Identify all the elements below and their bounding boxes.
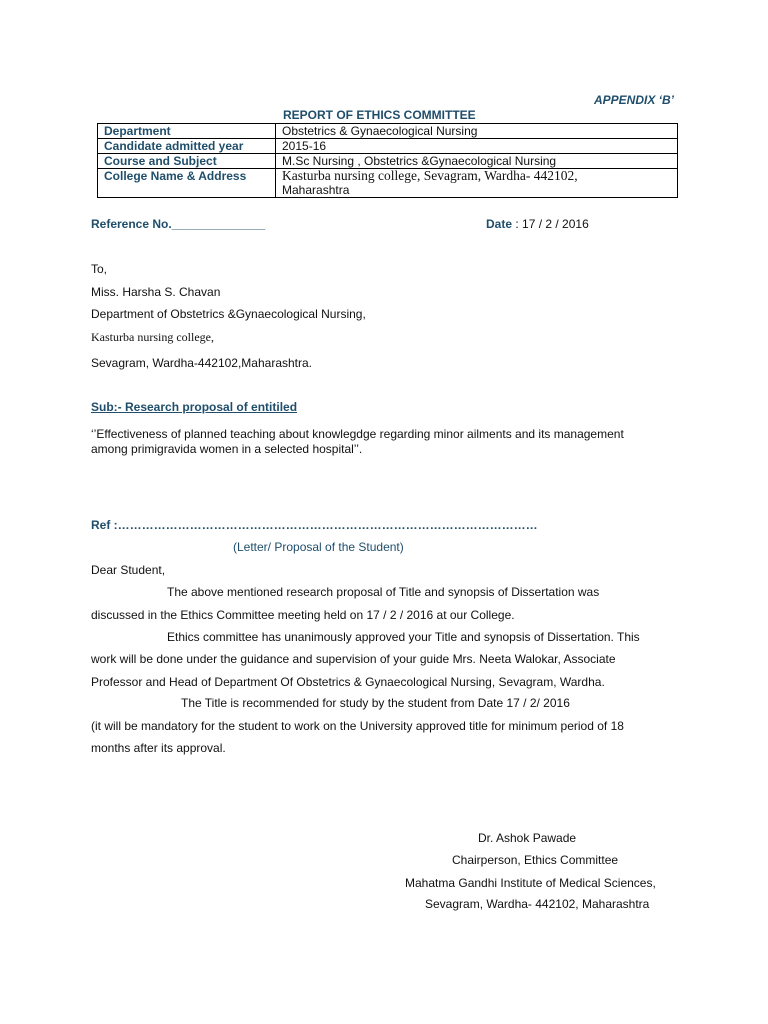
ref-subtitle: (Letter/ Proposal of the Student)	[233, 540, 404, 554]
reference-number: Reference No.______________	[91, 217, 266, 231]
table-value: 2015-16	[276, 139, 678, 154]
date-value: : 17 / 2 / 2016	[512, 217, 589, 231]
table-value: Obstetrics & Gynaecological Nursing	[276, 124, 678, 139]
body-line: The Title is recommended for study by the student from Date 17 / 2/ 2016	[181, 696, 570, 710]
body-line: discussed in the Ethics Committee meeting held on 17 / 2 / 2016 at our College.	[91, 608, 515, 622]
address-to: To,	[91, 262, 108, 276]
greeting: Dear Student,	[91, 563, 166, 577]
table-label: Candidate admitted year	[98, 139, 276, 154]
body-line: Ethics committee has unanimously approved your Title and synopsis of Dissertation. This	[167, 630, 640, 644]
body-line: work will be done under the guidance and supervision of your guide Mrs. Neeta Walokar, Associate	[91, 652, 616, 666]
proposal-title-line: among primigravida women in a selected hospital’’.	[91, 442, 363, 456]
table-value: M.Sc Nursing , Obstetrics &Gynaecological Nursing	[276, 154, 678, 169]
proposal-title-line: ‘’Effectiveness of planned teaching about knowlegdge regarding minor ailments and its management	[91, 427, 624, 441]
signatory-name: Dr. Ashok Pawade	[478, 831, 577, 845]
college-address-line2: Maharashtra	[282, 183, 350, 197]
signatory-institute: Mahatma Gandhi Institute of Medical Sciences,	[405, 876, 656, 890]
table-row	[98, 139, 678, 154]
college-address-line1: Kasturba nursing college, Sevagram, Wardha- 442102,	[282, 168, 578, 183]
table-label: Course and Subject	[98, 154, 276, 169]
subject-heading: Sub:- Research proposal of entitiled	[91, 400, 298, 414]
body-line: months after its approval.	[91, 741, 226, 755]
date-row	[486, 217, 589, 231]
date-label: Date	[486, 217, 513, 231]
signatory-designation: Chairperson, Ethics Committee	[452, 853, 619, 867]
table-label: College Name & Address	[98, 169, 276, 198]
recipient-name: Miss. Harsha S. Chavan	[91, 285, 221, 299]
recipient-college: Kasturba nursing college,	[91, 330, 214, 344]
proposal-title	[91, 427, 681, 457]
table-value	[276, 169, 678, 198]
recipient-location: Sevagram, Wardha-442102,Maharashtra.	[91, 356, 313, 370]
ref-line: Ref :……………………………………………………………………………………………	[91, 518, 538, 532]
table-row	[98, 169, 678, 198]
table-row	[98, 124, 678, 139]
report-title: REPORT OF ETHICS COMMITTEE	[283, 108, 476, 122]
table-label: Department	[98, 124, 276, 139]
body-line: Professor and Head of Department Of Obstetrics & Gynaecological Nursing, Sevagram, Wardha.	[91, 675, 605, 689]
signatory-location: Sevagram, Wardha- 442102, Maharashtra	[425, 897, 650, 911]
appendix-label: APPENDIX ‘B’	[594, 93, 675, 107]
table-row	[98, 154, 678, 169]
body-line: The above mentioned research proposal of Title and synopsis of Dissertation was	[167, 585, 600, 599]
recipient-department: Department of Obstetrics &Gynaecological Nursing,	[91, 307, 366, 321]
info-table	[97, 123, 678, 198]
body-line: (it will be mandatory for the student to work on the University approved title for minimum period of 18	[91, 719, 624, 733]
